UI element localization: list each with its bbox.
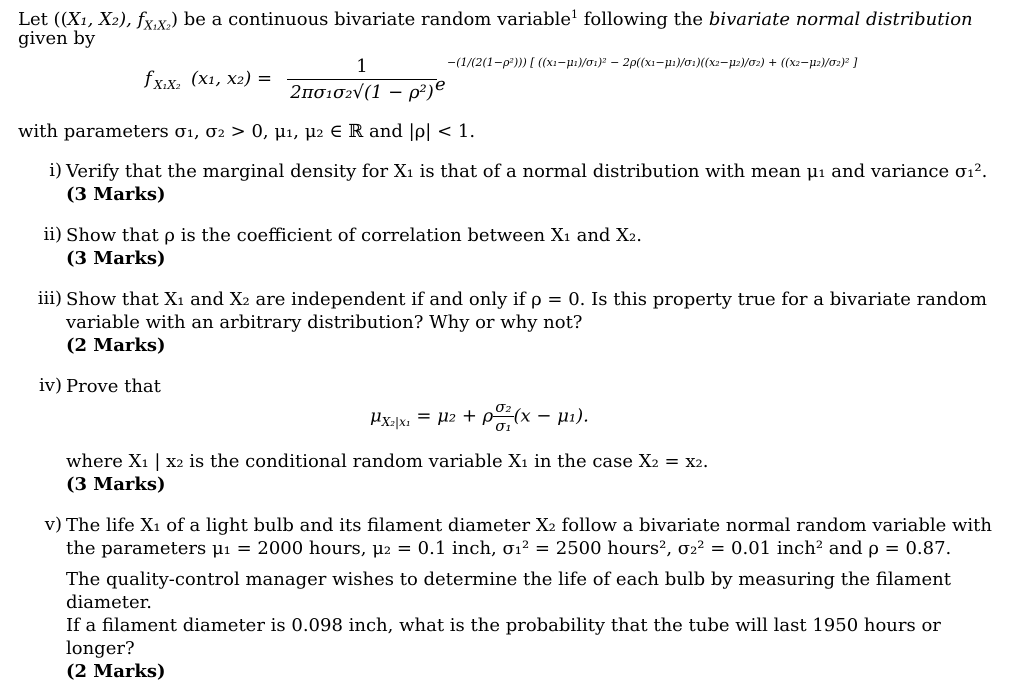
question-label: iii) xyxy=(37,288,62,309)
equation-frac-num: σ₂ xyxy=(495,398,512,416)
question-label: v) xyxy=(44,514,62,535)
intro-sub: X₁X₂ xyxy=(144,18,171,33)
question-text: Show that X₁ and X₂ are independent if and only if ρ = 0. Is this property true for a bivariate random xyxy=(66,289,987,310)
equation-rhs: (x − μ₁). xyxy=(513,405,589,427)
question-text: The quality-control manager wishes to determine the life of each bulb by measuring the filament diameter. xyxy=(66,569,951,613)
formula-numerator: 1 xyxy=(356,56,368,77)
intro-text-after: ) be a continuous bivariate random variable xyxy=(170,9,572,30)
question-iv-tail xyxy=(28,450,1003,500)
formula-lhs-sub: X₁X₂ xyxy=(154,78,181,92)
question-iii xyxy=(28,288,1003,360)
question-text: Verify that the marginal density for X₁ is that of a normal distribution with mean μ₁ and variance σ₁². xyxy=(66,161,988,182)
formula-lhs-args: (x₁, x₂) = xyxy=(191,68,273,89)
equation-lhs-sub: X₂|x₁ xyxy=(381,415,411,430)
formula-exponent: −(1/(2(1−ρ²))) [ ((x₁−μ₁)/σ₁)² − 2ρ((x₁−μ₁)/σ₁)((x₂−μ₂)/σ₂) + ((x₂−μ₂)/σ₂)² ] xyxy=(447,56,858,69)
question-marks: (3 Marks) xyxy=(66,184,166,205)
formula-exp-base: e xyxy=(435,74,446,95)
equation-mid: = μ₂ + ρ xyxy=(410,405,494,427)
equation-lhs: μ xyxy=(370,405,382,427)
question-marks: (2 Marks) xyxy=(66,661,166,682)
question-text: Prove that xyxy=(66,376,161,397)
question-ii xyxy=(28,224,1003,274)
question-text: the parameters μ₁ = 2000 hours, μ₂ = 0.1 inch, σ₁² = 2500 hours², σ₂² = 0.01 inch² and ρ = 0.87. xyxy=(66,538,952,559)
question-label: iv) xyxy=(39,375,62,396)
question-text: Show that ρ is the coefficient of correlation between X₁ and X₂. xyxy=(66,225,642,246)
question-text: If a filament diameter is 0.098 inch, what is the probability that the tube will last 1950 hours or longer? xyxy=(66,615,941,659)
question-text: The life X₁ of a light bulb and its filament diameter X₂ follow a bivariate normal random variable with xyxy=(66,515,992,536)
question-i xyxy=(28,160,1003,210)
intro-line-1 xyxy=(18,4,973,37)
question-label: i) xyxy=(49,160,62,181)
question-marks: (2 Marks) xyxy=(66,335,166,356)
conditional-mean-equation xyxy=(370,398,589,435)
equation-frac-den: σ₁ xyxy=(495,417,512,435)
footnote-mark: 1 xyxy=(571,8,579,21)
question-text: variable with an arbitrary distribution? Why or why not? xyxy=(66,312,583,333)
formula-lhs: f xyxy=(145,68,152,89)
intro-emphasis: bivariate normal distribution xyxy=(708,9,973,30)
intro-text: Let (( xyxy=(18,9,68,30)
question-marks: (3 Marks) xyxy=(66,248,166,269)
intro-line-2: given by xyxy=(18,28,96,49)
question-label: ii) xyxy=(43,224,62,245)
intro-vars: X₁, X₂), f xyxy=(67,9,145,30)
intro-following: following the xyxy=(578,9,709,30)
question-v xyxy=(28,514,1003,682)
formula-denominator: 2πσ₁σ₂√(1 − ρ²) xyxy=(287,79,437,103)
params-line: with parameters σ₁, σ₂ > 0, μ₁, μ₂ ∈ ℝ and |ρ| < 1. xyxy=(18,121,476,142)
question-text: where X₁ | x₂ is the conditional random variable X₁ in the case X₂ = x₂. xyxy=(66,451,709,472)
density-formula xyxy=(145,52,865,112)
question-marks: (3 Marks) xyxy=(66,474,166,495)
